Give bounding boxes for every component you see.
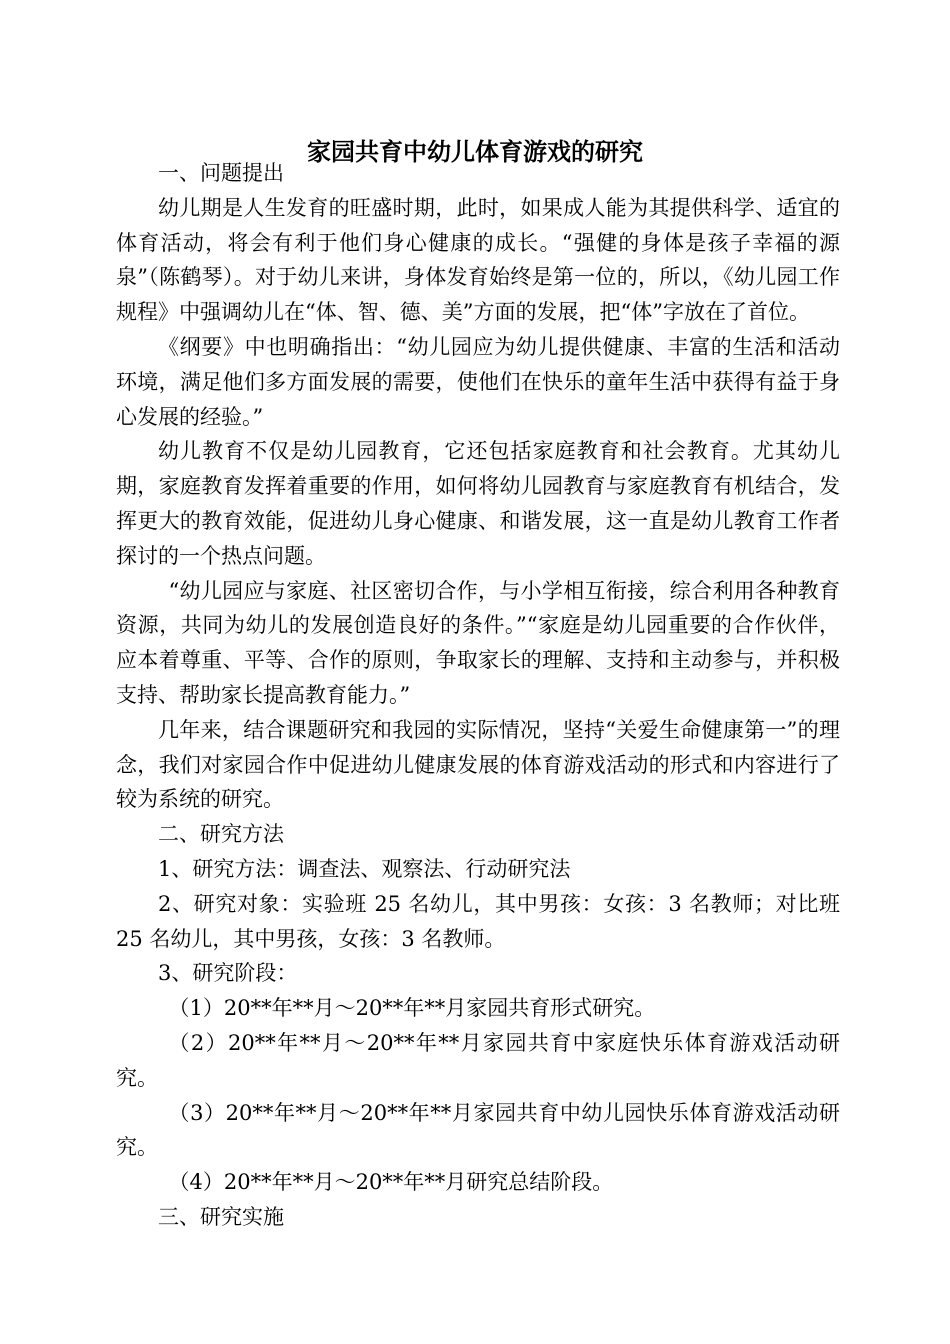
document-title: 家园共育中幼儿体育游戏的研究 [307, 137, 643, 167]
stage-item-3: （3）20**年**月～20**年**月家园共育中幼儿园快乐体育游戏活动研究。 [116, 1100, 840, 1160]
stage-item-1: （1）20**年**月～20**年**月家园共育形式研究。 [168, 996, 656, 1021]
stage-item-2: （2）20**年**月～20**年**月家园共育中家庭快乐体育游戏活动研究。 [116, 1030, 840, 1090]
list-item-stages: 3、研究阶段： [158, 961, 298, 986]
paragraph-intro: 幼儿期是人生发育的旺盛时期，此时，如果成人能为其提供科学、适宜的体育活动，将会有利于他们身心健康的成长。“强健的身体是孩子幸福的源泉”（陈鹤琴）。对于幼儿来讲，身体发育始终是第一位的，所以，《幼儿园工作规程》中强调幼儿在“体、智、德、美”方面的发展，把“体”字放在了首位。 [116, 195, 840, 325]
stage-item-4: （4）20**年**月～20**年**月研究总结阶段。 [168, 1170, 614, 1195]
section-heading-1: 一、问题提出 [158, 161, 284, 185]
list-item-method: 1、研究方法：调查法、观察法、行动研究法 [158, 856, 571, 881]
paragraph-quote: “幼儿园应与家庭、社区密切合作，与小学相互衔接，综合利用各种教育资源，共同为幼儿的发展创造良好的条件。”“家庭是幼儿园重要的合作伙伴，应本着尊重、平等、合作的原则，争取家长的理解、支持和主动参与，并积极支持、帮助家长提高教育能力。” [116, 578, 840, 707]
paragraph-outline: 《纲要》中也明确指出：“幼儿园应为幼儿提供健康、丰富的生活和活动环境，满足他们多方面发展的需要，使他们在快乐的童年生活中获得有益于身心发展的经验。” [116, 334, 840, 429]
list-item-subjects: 2、研究对象：实验班 25 名幼儿，其中男孩：女孩：3 名教师；对比班 25 名幼儿，其中男孩，女孩：3 名教师。 [116, 891, 840, 951]
paragraph-summary: 几年来，结合课题研究和我园的实际情况，坚持“关爱生命健康第一”的理念，我们对家园合作中促进幼儿健康发展的体育游戏活动的形式和内容进行了较为系统的研究。 [116, 717, 840, 812]
paragraph-family-education: 幼儿教育不仅是幼儿园教育，它还包括家庭教育和社会教育。尤其幼儿期，家庭教育发挥着重要的作用，如何将幼儿园教育与家庭教育有机结合，发挥更大的教育效能，促进幼儿身心健康、和谐发展，这一直是幼儿教育工作者探讨的一个热点问题。 [116, 439, 840, 568]
section-heading-2: 二、研究方法 [158, 822, 284, 847]
section-heading-3: 三、研究实施 [158, 1204, 284, 1229]
document-body [116, 156, 840, 1235]
